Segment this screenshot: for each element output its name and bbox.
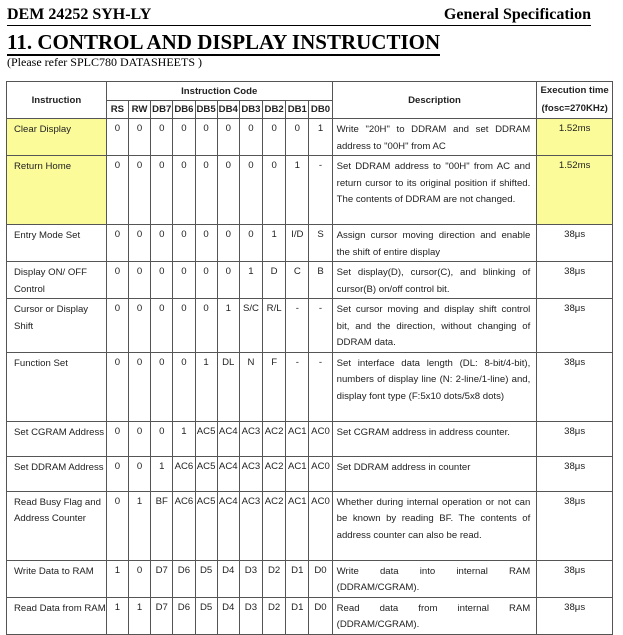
code-bit: AC4: [217, 421, 239, 456]
code-bit: 0: [239, 119, 262, 156]
bit-header-db5: DB5: [195, 101, 217, 119]
table-row: [7, 491, 613, 560]
instruction-description: Write "20H" to DDRAM and set DDRAM address to "00H" from AC: [332, 119, 537, 156]
instruction-description: Whether during internal operation or not can be known by reading BF. The contents of address counter can also be read.: [332, 491, 537, 560]
exec-freq: (fosc=270KHz): [541, 103, 608, 114]
code-bit: 0: [106, 456, 128, 491]
code-bit: 0: [106, 352, 128, 421]
code-bit: 0: [173, 119, 195, 156]
code-bit: 0: [173, 262, 195, 299]
execution-time: 38μs: [537, 597, 613, 634]
execution-time: 38μs: [537, 352, 613, 421]
execution-time: 1.52ms: [537, 119, 613, 156]
code-bit: 0: [106, 262, 128, 299]
code-bit: D6: [173, 560, 195, 597]
code-bit: S: [309, 225, 332, 262]
code-bit: D1: [286, 560, 309, 597]
execution-time: 38μs: [537, 299, 613, 353]
code-bit: 0: [106, 156, 128, 225]
code-bit: 0: [173, 225, 195, 262]
code-bit: AC1: [286, 421, 309, 456]
code-bit: -: [309, 352, 332, 421]
code-bit: 0: [217, 225, 239, 262]
code-bit: 0: [151, 262, 173, 299]
instruction-name: Read Data from RAM: [7, 597, 107, 634]
bit-header-rs: RS: [106, 101, 128, 119]
code-bit: 1: [173, 421, 195, 456]
bit-header-db3: DB3: [239, 101, 262, 119]
code-bit: 0: [128, 156, 150, 225]
code-bit: 0: [106, 225, 128, 262]
page-header: [7, 4, 591, 26]
code-bit: AC5: [195, 491, 217, 560]
section-title: 11. CONTROL AND DISPLAY INSTRUCTION: [7, 30, 441, 54]
code-bit: 0: [106, 119, 128, 156]
instruction-name: Cursor or Display Shift: [7, 299, 107, 353]
execution-time: 1.52ms: [537, 156, 613, 225]
execution-time: 38μs: [537, 491, 613, 560]
code-bit: D: [263, 262, 286, 299]
code-bit: 0: [195, 299, 217, 353]
code-bit: -: [309, 156, 332, 225]
code-bit: AC4: [217, 491, 239, 560]
instruction-name: Return Home: [7, 156, 107, 225]
table-row: [7, 597, 613, 634]
instruction-description: Read data from internal RAM (DDRAM/CGRAM).: [332, 597, 537, 634]
code-bit: AC2: [263, 491, 286, 560]
code-bit: 0: [217, 119, 239, 156]
code-bit: 1: [309, 119, 332, 156]
bit-header-db6: DB6: [173, 101, 195, 119]
code-bit: D2: [263, 560, 286, 597]
table-row: [7, 225, 613, 262]
code-bit: 0: [173, 156, 195, 225]
code-bit: 0: [217, 262, 239, 299]
code-bit: 0: [128, 456, 150, 491]
code-bit: AC1: [286, 456, 309, 491]
instruction-name: Display ON/ OFF Control: [7, 262, 107, 299]
code-bit: N: [239, 352, 262, 421]
code-bit: D7: [151, 560, 173, 597]
code-bit: -: [286, 352, 309, 421]
table-row: [7, 262, 613, 299]
code-bit: AC0: [309, 456, 332, 491]
instruction-description: Set CGRAM address in address counter.: [332, 421, 537, 456]
code-bit: AC3: [239, 421, 262, 456]
code-bit: 0: [286, 119, 309, 156]
instruction-name: Entry Mode Set: [7, 225, 107, 262]
header-instruction: Instruction: [7, 82, 107, 119]
code-bit: AC5: [195, 456, 217, 491]
code-bit: AC5: [195, 421, 217, 456]
code-bit: 1: [106, 597, 128, 634]
code-bit: 0: [106, 421, 128, 456]
exec-label: Execution time: [540, 85, 609, 96]
code-bit: 0: [151, 421, 173, 456]
code-bit: 0: [239, 156, 262, 225]
instruction-description: Assign cursor moving direction and enable the shift of entire display: [332, 225, 537, 262]
bit-header-db2: DB2: [263, 101, 286, 119]
code-bit: 0: [151, 119, 173, 156]
code-bit: AC0: [309, 491, 332, 560]
code-bit: D3: [239, 597, 262, 634]
code-bit: D1: [286, 597, 309, 634]
code-bit: AC6: [173, 491, 195, 560]
code-bit: D5: [195, 560, 217, 597]
code-bit: 0: [128, 560, 150, 597]
code-bit: DL: [217, 352, 239, 421]
code-bit: F: [263, 352, 286, 421]
header-description: Description: [332, 82, 537, 119]
code-bit: 1: [263, 225, 286, 262]
execution-time: 38μs: [537, 456, 613, 491]
code-bit: -: [286, 299, 309, 353]
bit-header-db0: DB0: [309, 101, 332, 119]
code-bit: B: [309, 262, 332, 299]
header-instruction-code: Instruction Code: [106, 82, 332, 101]
code-bit: BF: [151, 491, 173, 560]
code-bit: 0: [106, 299, 128, 353]
table-row: [7, 421, 613, 456]
code-bit: 1: [286, 156, 309, 225]
execution-time: 38μs: [537, 262, 613, 299]
instruction-table: [6, 81, 613, 635]
code-bit: 0: [128, 421, 150, 456]
code-bit: 1: [195, 352, 217, 421]
execution-time: 38μs: [537, 225, 613, 262]
bit-header-rw: RW: [128, 101, 150, 119]
instruction-name: Set DDRAM Address: [7, 456, 107, 491]
code-bit: 0: [195, 119, 217, 156]
code-bit: AC4: [217, 456, 239, 491]
code-bit: 1: [128, 597, 150, 634]
code-bit: D3: [239, 560, 262, 597]
instruction-description: Set DDRAM address in counter: [332, 456, 537, 491]
code-bit: R/L: [263, 299, 286, 353]
execution-time: 38μs: [537, 421, 613, 456]
instruction-description: Set cursor moving and display shift control bit, and the direction, without changing of DDRAM data.: [332, 299, 537, 353]
instruction-name: Function Set: [7, 352, 107, 421]
instruction-name: Write Data to RAM: [7, 560, 107, 597]
header-execution-time: [537, 82, 613, 119]
instruction-name: Read Busy Flag and Address Counter: [7, 491, 107, 560]
code-bit: 0: [151, 352, 173, 421]
code-bit: AC0: [309, 421, 332, 456]
table-row: [7, 456, 613, 491]
code-bit: 0: [195, 156, 217, 225]
code-bit: 0: [128, 352, 150, 421]
code-bit: C: [286, 262, 309, 299]
instruction-description: Set display(D), cursor(C), and blinking of cursor(B) on/off control bit.: [332, 262, 537, 299]
code-bit: AC6: [173, 456, 195, 491]
code-bit: 1: [106, 560, 128, 597]
code-bit: D0: [309, 597, 332, 634]
code-bit: 0: [195, 262, 217, 299]
datasheet-note: (Please refer SPLC780 DATASHEETS ): [7, 55, 203, 69]
code-bit: 0: [263, 119, 286, 156]
instruction-description: Set interface data length (DL: 8-bit/4-bit), numbers of display line (N: 2-line/1-line) and, display font type (F:5x10 dots/5x8 dots): [332, 352, 537, 421]
code-bit: 0: [173, 352, 195, 421]
model-number: DEM 24252 SYH-LY: [7, 6, 152, 23]
code-bit: 0: [128, 225, 150, 262]
code-bit: D4: [217, 597, 239, 634]
code-bit: 1: [239, 262, 262, 299]
code-bit: S/C: [239, 299, 262, 353]
code-bit: AC2: [263, 456, 286, 491]
code-bit: 1: [217, 299, 239, 353]
code-bit: 0: [106, 491, 128, 560]
instruction-description: Set DDRAM address to "00H" from AC and return cursor to its original position if shifted. The contents of DDRAM are not changed.: [332, 156, 537, 225]
bit-header-db1: DB1: [286, 101, 309, 119]
code-bit: AC2: [263, 421, 286, 456]
instruction-name: Set CGRAM Address: [7, 421, 107, 456]
code-bit: 0: [151, 299, 173, 353]
code-bit: 0: [263, 156, 286, 225]
code-bit: 1: [128, 491, 150, 560]
spec-title: General Specification: [443, 6, 591, 23]
code-bit: D4: [217, 560, 239, 597]
code-bit: D6: [173, 597, 195, 634]
code-bit: 0: [151, 225, 173, 262]
code-bit: AC3: [239, 456, 262, 491]
code-bit: 0: [239, 225, 262, 262]
code-bit: D0: [309, 560, 332, 597]
code-bit: AC1: [286, 491, 309, 560]
code-bit: 0: [151, 156, 173, 225]
table-row: [7, 156, 613, 225]
execution-time: 38μs: [537, 560, 613, 597]
table-row: [7, 560, 613, 597]
bit-header-db7: DB7: [151, 101, 173, 119]
code-bit: D7: [151, 597, 173, 634]
code-bit: -: [309, 299, 332, 353]
code-bit: D2: [263, 597, 286, 634]
code-bit: 0: [128, 262, 150, 299]
instruction-name: Clear Display: [7, 119, 107, 156]
code-bit: 0: [217, 156, 239, 225]
code-bit: 0: [128, 299, 150, 353]
code-bit: I/D: [286, 225, 309, 262]
code-bit: 1: [151, 456, 173, 491]
code-bit: 0: [173, 299, 195, 353]
bit-header-db4: DB4: [217, 101, 239, 119]
code-bit: 0: [128, 119, 150, 156]
table-row: [7, 299, 613, 353]
code-bit: AC3: [239, 491, 262, 560]
instruction-description: Write data into internal RAM (DDRAM/CGRAM).: [332, 560, 537, 597]
code-bit: D5: [195, 597, 217, 634]
table-row: [7, 352, 613, 421]
table-row: [7, 119, 613, 156]
code-bit: 0: [195, 225, 217, 262]
